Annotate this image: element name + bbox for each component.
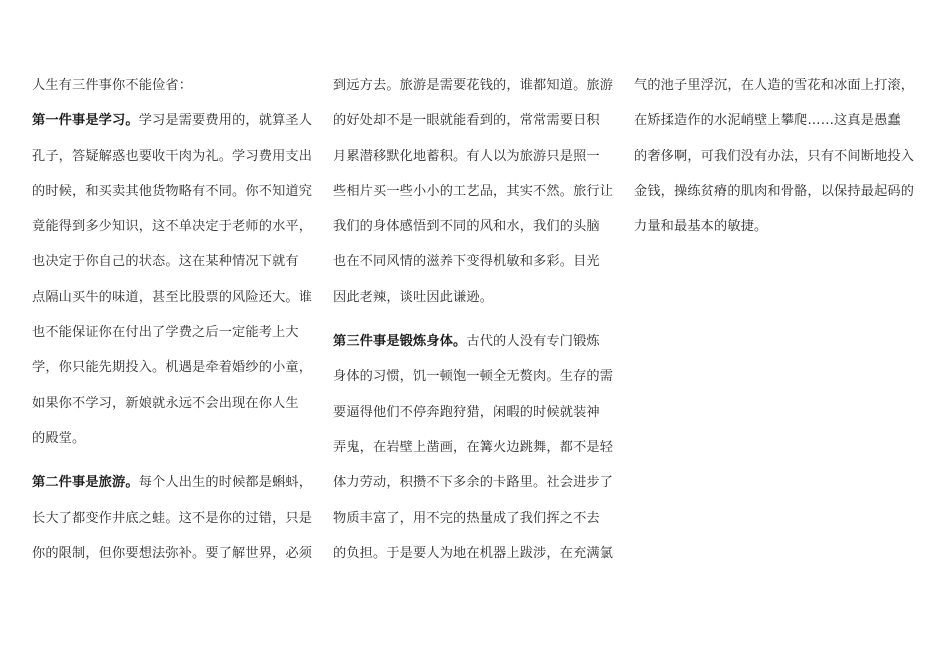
paragraph-line	[32, 465, 314, 500]
paragraph-line	[333, 324, 614, 359]
paragraph-line: 月累潜移默化地蓄积。有人以为旅游只是照一	[333, 148, 600, 164]
paragraph-line: 要逼得他们不停奔跑狩猎，闲暇的时候就装神	[333, 404, 600, 420]
paragraph-line: 物质丰富了，用不完的热量成了我们挥之不去	[333, 510, 600, 526]
paragraph-gap	[32, 456, 314, 465]
paragraph-line: 你的限制，但你要想法弥补。要了解世界，必须	[32, 545, 313, 561]
paragraph-line	[32, 103, 314, 138]
paragraph-line: 的奢侈啊，可我们没有办法，只有不间断地投入	[634, 148, 915, 164]
paragraph-line: 孔子，答疑解惑也要收干肉为礼。学习费用支出	[32, 148, 313, 164]
paragraph-line: 的殿堂。	[32, 430, 86, 446]
paragraph-line: 也不能保证你在付出了学费之后一定能考上大	[32, 325, 299, 341]
section-heading-travel: 第二件事是旅游。	[32, 475, 139, 491]
paragraph-line: 气的池子里浮沉，在人造的雪花和冰面上打滚，	[634, 78, 915, 93]
paragraph-line: 弄鬼，在岩壁上凿画，在篝火边跳舞，都不是轻	[333, 439, 614, 455]
paragraph-line: 我们的身体感悟到不同的风和水，我们的头脑	[333, 219, 600, 235]
paragraph-line: 也在不同风情的滋养下变得机敏和多彩。目光	[333, 254, 600, 270]
intro-line: 人生有三件事你不能俭省：	[32, 78, 193, 93]
paragraph-line: 身体的习惯，饥一顿饱一顿全无赘肉。生存的需	[333, 369, 614, 385]
paragraph-line: 学，你只能先期投入。机遇是牵着婚纱的小童，	[32, 360, 313, 376]
paragraph-line: 如果你不学习，新娘就永远不会出现在你人生	[32, 395, 299, 411]
paragraph-line: 的好处却不是一眼就能看到的，常常需要日积	[333, 113, 600, 129]
paragraph-line: 金钱，操练贫瘠的肌肉和骨骼，以保持最起码的	[634, 183, 915, 199]
text-column-2	[333, 68, 614, 571]
paragraph-line: 力量和最基本的敏捷。	[634, 219, 768, 235]
paragraph-line: 到远方去。旅游是需要花钱的，谁都知道。旅游	[333, 78, 614, 93]
paragraph-line: 也决定于你自己的状态。这在某种情况下就有	[32, 254, 299, 270]
paragraph-line: 些相片买一些小小的工艺品，其实不然。旅行让	[333, 183, 614, 199]
paragraph-text: 古代的人没有专门锻炼	[466, 334, 600, 350]
paragraph-line: 的时候，和买卖其他货物略有不同。你不知道究	[32, 183, 313, 199]
text-column-1	[32, 68, 314, 571]
paragraph-line: 长大了都变作井底之蛙。这不是你的过错，只是	[32, 510, 313, 526]
paragraph-text: 学习是需要费用的，就算圣人	[138, 113, 313, 129]
paragraph-line: 在矫揉造作的水泥峭壁上攀爬……这真是愚蠢	[634, 113, 901, 129]
text-column-3	[634, 68, 916, 244]
paragraph-line: 点隔山买牛的味道，甚至比股票的风险还大。谁	[32, 289, 313, 305]
paragraph-gap	[333, 315, 614, 324]
paragraph-line: 竟能得到多少知识，这不单决定于老师的水平，	[32, 219, 313, 235]
section-heading-study: 第一件事是学习。	[32, 113, 139, 129]
paragraph-text: 每个人出生的时候都是蝌蚪，	[138, 475, 313, 491]
section-heading-exercise: 第三件事是锻炼身体。	[333, 334, 467, 350]
paragraph-line: 因此老辣，谈吐因此谦逊。	[333, 289, 494, 305]
paragraph-line: 体力劳动，积攒不下多余的卡路里。社会进步了	[333, 475, 614, 491]
paragraph-line: 的负担。于是要人为地在机器上跋涉，在充满氯	[333, 545, 614, 561]
